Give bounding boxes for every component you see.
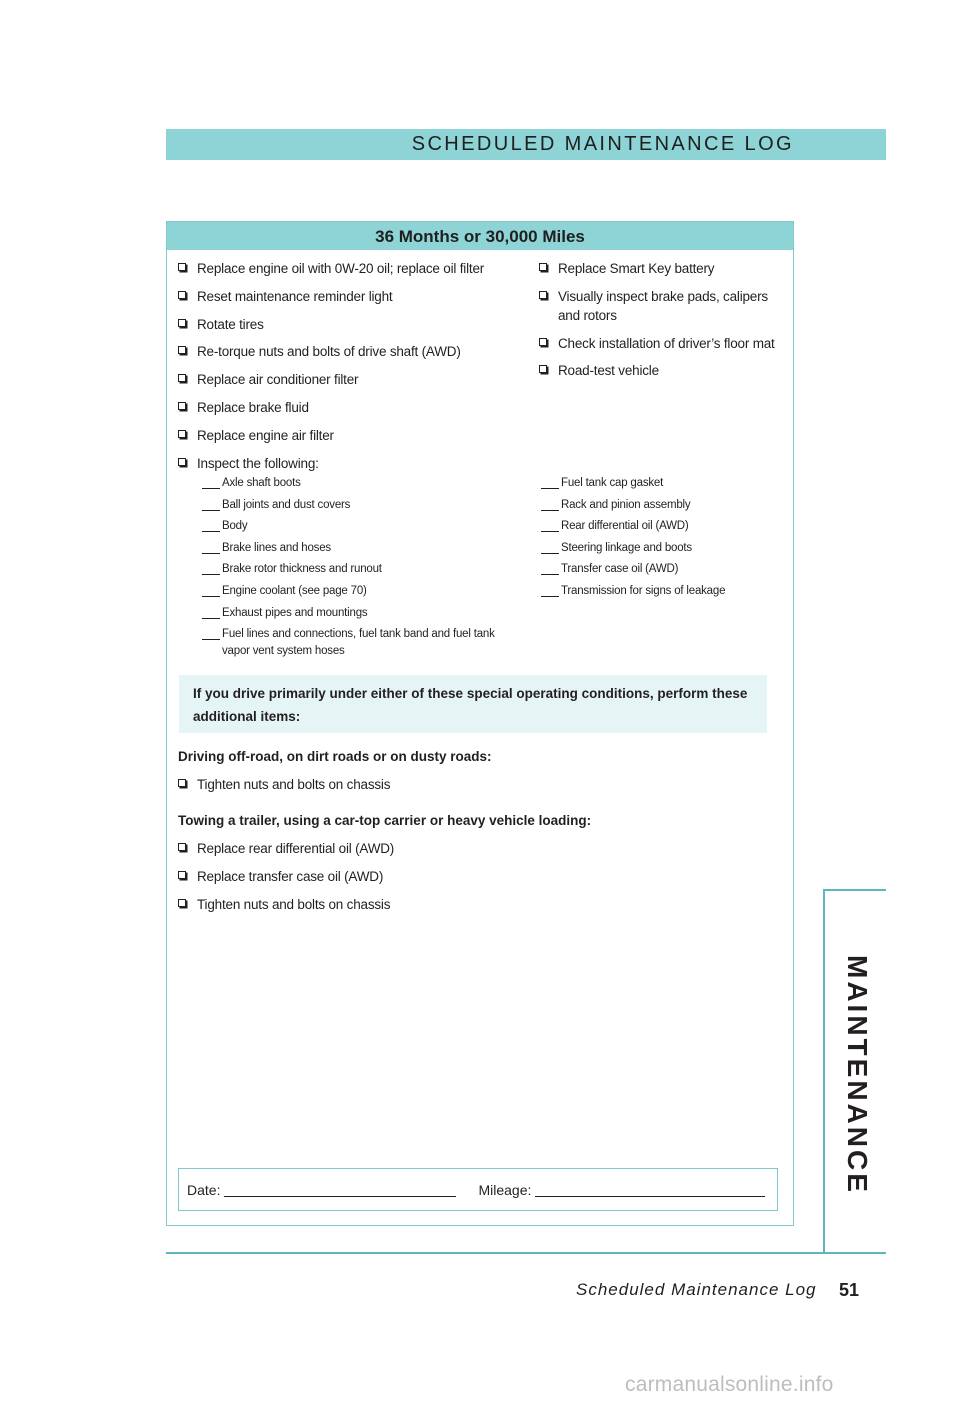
checkbox-icon[interactable] xyxy=(178,346,186,354)
page-header-title: SCHEDULED MAINTENANCE LOG xyxy=(411,133,794,155)
checklist-item[interactable]: Replace transfer case oil (AWD) xyxy=(178,867,778,886)
checkbox-icon[interactable] xyxy=(539,263,547,271)
checklist-item[interactable]: Reset maintenance reminder light xyxy=(178,287,518,306)
inspection-item[interactable]: Brake lines and hoses xyxy=(202,540,502,557)
mileage-field[interactable] xyxy=(535,1182,765,1197)
checkbox-icon[interactable] xyxy=(178,319,186,327)
inspection-item[interactable]: Axle shaft boots xyxy=(202,475,502,492)
offroad-section xyxy=(178,747,778,803)
inspection-item[interactable]: Fuel lines and connections, fuel tank band and fuel tank vapor vent system hoses xyxy=(202,626,502,660)
checklist-item[interactable]: Visually inspect brake pads, calipers and rotors xyxy=(539,287,789,325)
interval-heading: 36 Months or 30,000 Miles xyxy=(167,222,793,250)
checklist-item[interactable]: Tighten nuts and bolts on chassis xyxy=(178,895,778,914)
check-blank[interactable] xyxy=(202,488,220,489)
check-blank[interactable] xyxy=(202,553,220,554)
checklist-item[interactable]: Replace brake fluid xyxy=(178,398,518,417)
inspection-item[interactable]: Transfer case oil (AWD) xyxy=(541,561,791,578)
date-mileage-box xyxy=(178,1168,778,1211)
date-field[interactable] xyxy=(224,1182,456,1197)
inspection-item[interactable]: Body xyxy=(202,518,502,535)
check-blank[interactable] xyxy=(541,488,559,489)
checkbox-icon[interactable] xyxy=(178,430,186,438)
checklist-item[interactable]: Re-torque nuts and bolts of drive shaft (AWD) xyxy=(178,342,518,361)
checkbox-icon[interactable] xyxy=(539,291,547,299)
checkbox-icon[interactable] xyxy=(178,899,186,907)
checkbox-icon[interactable] xyxy=(178,374,186,382)
special-conditions-note: If you drive primarily under either of these special operating conditions, perform these additional items: xyxy=(179,675,767,733)
inspection-item[interactable]: Exhaust pipes and mountings xyxy=(202,605,502,622)
checklist-item[interactable]: Replace Smart Key battery xyxy=(539,259,789,278)
section-title: Driving off-road, on dirt roads or on dusty roads: xyxy=(178,749,492,764)
towing-section xyxy=(178,811,778,922)
check-blank[interactable] xyxy=(541,596,559,597)
footer-title: Scheduled Maintenance Log xyxy=(576,1280,817,1299)
checkbox-icon[interactable] xyxy=(539,338,547,346)
watermark: carmanualsonline.info xyxy=(625,1373,834,1396)
inspection-item[interactable]: Engine coolant (see page 70) xyxy=(202,583,502,600)
checklist-item[interactable]: Replace engine air filter xyxy=(178,426,518,445)
left-checklist xyxy=(178,259,518,481)
check-blank[interactable] xyxy=(541,553,559,554)
side-tab-top-rule xyxy=(825,889,886,891)
check-blank[interactable] xyxy=(541,510,559,511)
page-number: 51 xyxy=(839,1280,860,1300)
check-blank[interactable] xyxy=(541,531,559,532)
checklist-item[interactable]: Road-test vehicle xyxy=(539,361,789,380)
inspection-item[interactable]: Steering linkage and boots xyxy=(541,540,791,557)
checkbox-icon[interactable] xyxy=(178,402,186,410)
checkbox-icon[interactable] xyxy=(178,458,186,466)
inspection-item[interactable]: Ball joints and dust covers xyxy=(202,497,502,514)
checkbox-icon[interactable] xyxy=(178,263,186,271)
checklist-item[interactable]: Replace engine oil with 0W-20 oil; replace oil filter xyxy=(178,259,518,278)
right-checklist xyxy=(539,259,789,389)
inspection-item[interactable]: Transmission for signs of leakage xyxy=(541,583,791,600)
inspection-item[interactable]: Brake rotor thickness and runout xyxy=(202,561,502,578)
check-blank[interactable] xyxy=(202,618,220,619)
checkbox-icon[interactable] xyxy=(539,365,547,373)
check-blank[interactable] xyxy=(202,510,220,511)
mileage-label: Mileage: xyxy=(478,1181,532,1198)
header-bar xyxy=(166,129,886,160)
checkbox-icon[interactable] xyxy=(178,779,186,787)
checklist-item[interactable]: Replace rear differential oil (AWD) xyxy=(178,839,778,858)
checkbox-icon[interactable] xyxy=(178,291,186,299)
checklist-item[interactable]: Inspect the following: xyxy=(178,454,518,473)
inspection-list-left xyxy=(202,475,502,665)
checklist-item[interactable]: Replace air conditioner filter xyxy=(178,370,518,389)
inspection-item[interactable]: Fuel tank cap gasket xyxy=(541,475,791,492)
check-blank[interactable] xyxy=(202,574,220,575)
date-label: Date: xyxy=(187,1181,221,1198)
inspection-item[interactable]: Rack and pinion assembly xyxy=(541,497,791,514)
checkbox-icon[interactable] xyxy=(178,871,186,879)
section-title: Towing a trailer, using a car-top carrier or heavy vehicle loading: xyxy=(178,813,592,828)
inspection-list-right xyxy=(541,475,791,605)
check-blank[interactable] xyxy=(202,639,220,640)
checklist-item[interactable]: Check installation of driver’s floor mat xyxy=(539,334,789,353)
checklist-item[interactable]: Tighten nuts and bolts on chassis xyxy=(178,775,778,794)
footer-rule xyxy=(166,1252,886,1254)
inspection-item[interactable]: Rear differential oil (AWD) xyxy=(541,518,791,535)
side-tab-label: MAINTENANCE xyxy=(842,955,873,1195)
checkbox-icon[interactable] xyxy=(178,843,186,851)
side-tab-rule xyxy=(823,889,825,1254)
check-blank[interactable] xyxy=(202,531,220,532)
check-blank[interactable] xyxy=(202,596,220,597)
check-blank[interactable] xyxy=(541,574,559,575)
maintenance-log-box xyxy=(166,221,794,1226)
checklist-item[interactable]: Rotate tires xyxy=(178,315,518,334)
